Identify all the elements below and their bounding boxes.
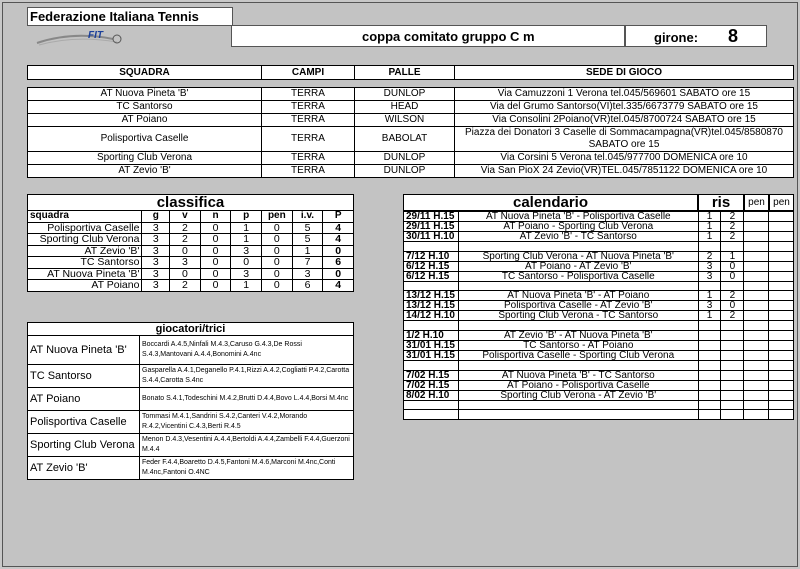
girone-label: girone: <box>654 30 699 45</box>
team-sede: Via Camuzzoni 1 Verona tel.045/569601 SABATO ore 15 <box>455 88 794 101</box>
classifica-cell: 0 <box>231 257 262 269</box>
players-list: Menon D.4.3,Vesentini A.4.4,Bertoldi A.4.4,Zambelli F.4.4,Guerzoni M.4.4 <box>140 434 354 457</box>
calendario-row <box>404 331 794 341</box>
players-team: AT Zevio 'B' <box>28 457 140 480</box>
classifica-cell: 0 <box>323 245 354 257</box>
team-campi: TERRA <box>262 165 355 178</box>
calendario-date <box>404 400 459 410</box>
calendario-ris-1: 1 <box>698 212 721 222</box>
calendario-date: 6/12 H.15 <box>404 261 459 271</box>
calendario-ris-2 <box>721 351 744 361</box>
classifica-cell: AT Poiano <box>28 280 142 292</box>
calendario-pen-1 <box>744 410 769 420</box>
classifica-cell: 1 <box>231 222 262 234</box>
classifica-cell: 0 <box>170 268 201 280</box>
calendario-pen-1 <box>744 351 769 361</box>
calendario-date: 13/12 H.15 <box>404 301 459 311</box>
players-team: AT Poiano <box>28 388 140 411</box>
calendario-row <box>404 271 794 281</box>
team-palle: WILSON <box>355 114 455 127</box>
team-palle: DUNLOP <box>355 152 455 165</box>
ris-title: ris <box>698 194 744 211</box>
calendario-row <box>404 341 794 351</box>
classifica-cell: 2 <box>170 222 201 234</box>
calendario-pen-1 <box>744 361 769 371</box>
calendario-ris-1 <box>698 321 721 331</box>
calendario-pen-2 <box>769 251 794 261</box>
federation-box <box>27 7 233 26</box>
team-squadra: AT Nuova Pineta 'B' <box>28 88 262 101</box>
classifica-cell: 4 <box>323 234 354 246</box>
calendario-date: 30/11 H.10 <box>404 232 459 242</box>
classifica-cell: 0 <box>200 245 231 257</box>
classifica-row <box>28 280 354 292</box>
calendario-pen-1 <box>744 390 769 400</box>
calendario-date: 1/2 H.10 <box>404 331 459 341</box>
team-row <box>28 101 794 114</box>
calendario-pen-1 <box>744 271 769 281</box>
classifica-cell: 3 <box>142 222 170 234</box>
team-palle: HEAD <box>355 101 455 114</box>
classifica-cell: 0 <box>262 257 293 269</box>
classifica-cell: TC Santorso <box>28 257 142 269</box>
classifica-cell: 0 <box>262 280 293 292</box>
calendario-row <box>404 390 794 400</box>
calendario-ris-2: 2 <box>721 232 744 242</box>
classifica-cell: 1 <box>231 234 262 246</box>
calendario-match: Polisportiva Caselle - Sporting Club Verona <box>458 351 698 361</box>
calendario-pen-1 <box>744 400 769 410</box>
calendario-ris-2 <box>721 390 744 400</box>
team-row <box>28 114 794 127</box>
classifica-cell: 1 <box>231 280 262 292</box>
calendario-ris-2 <box>721 242 744 252</box>
classifica-cell: 7 <box>292 257 323 269</box>
girone-value: 8 <box>728 26 739 46</box>
calendario-ris-2 <box>721 341 744 351</box>
team-row <box>28 88 794 101</box>
calendario-pen-2 <box>769 331 794 341</box>
calendario-ris-1 <box>698 390 721 400</box>
classifica-cell: 3 <box>170 257 201 269</box>
team-sede: Via Corsini 5 Verona tel.045/977700 DOMENICA ore 10 <box>455 152 794 165</box>
calendario-ris-1 <box>698 351 721 361</box>
calendario-pen-2 <box>769 410 794 420</box>
team-sede: Via Consolini 2Poiano(VR)tel.045/8700724 SABATO ore 15 <box>455 114 794 127</box>
players-row <box>28 336 354 365</box>
team-row <box>28 165 794 178</box>
calendario-match: AT Poiano - Sporting Club Verona <box>458 222 698 232</box>
classifica-cell: 0 <box>200 234 231 246</box>
classifica-cell: 0 <box>170 245 201 257</box>
team-sede: Piazza dei Donatori 3 Caselle di Sommacampagna(VR)tel.045/8580870 SABATO ore 15 <box>455 127 794 152</box>
calendario-ris-2 <box>721 410 744 420</box>
players-team: Sporting Club Verona <box>28 434 140 457</box>
players-table <box>27 335 354 480</box>
calendario-pen-2 <box>769 301 794 311</box>
calendario-match: TC Santorso - Polisportiva Caselle <box>458 271 698 281</box>
calendario-match: AT Nuova Pineta 'B' - Polisportiva Caselle <box>458 212 698 222</box>
team-campi: TERRA <box>262 152 355 165</box>
calendario-row <box>404 291 794 301</box>
players-row <box>28 434 354 457</box>
pen-title-2: pen <box>769 194 794 211</box>
calendario-date: 31/01 H.15 <box>404 351 459 361</box>
calendario-ris-1 <box>698 242 721 252</box>
team-campi: TERRA <box>262 101 355 114</box>
calendario-title: calendario <box>403 194 698 211</box>
calendario-date <box>404 410 459 420</box>
calendario-date: 6/12 H.15 <box>404 271 459 281</box>
players-row <box>28 365 354 388</box>
calendario-pen-2 <box>769 361 794 371</box>
players-row <box>28 411 354 434</box>
classifica-title: classifica <box>27 194 354 211</box>
classifica-cell: 4 <box>323 222 354 234</box>
calendario-pen-1 <box>744 301 769 311</box>
players-team: TC Santorso <box>28 365 140 388</box>
calendario-table <box>403 211 794 420</box>
calendario-date: 8/02 H.10 <box>404 390 459 400</box>
classifica-header-cell: i.v. <box>292 211 323 223</box>
players-list: Gasparella A.4.1,Deganello P.4.1,Rizzi A.4.2,Cogliatti P.4.2,Carotta S.4.4,Carotta S.4nc <box>140 365 354 388</box>
calendario-pen-1 <box>744 321 769 331</box>
calendario-pen-2 <box>769 341 794 351</box>
classifica-cell: 0 <box>200 222 231 234</box>
team-palle: DUNLOP <box>355 165 455 178</box>
classifica-row <box>28 257 354 269</box>
classifica-row <box>28 245 354 257</box>
calendario-date: 7/02 H.15 <box>404 370 459 380</box>
calendario-row <box>404 370 794 380</box>
calendario-date: 7/12 H.10 <box>404 251 459 261</box>
classifica-cell: 0 <box>200 280 231 292</box>
calendario-pen-1 <box>744 341 769 351</box>
calendario-pen-1 <box>744 311 769 321</box>
team-campi: TERRA <box>262 114 355 127</box>
calendario-pen-2 <box>769 370 794 380</box>
classifica-header-cell: n <box>200 211 231 223</box>
team-campi: TERRA <box>262 127 355 152</box>
classifica-cell: 5 <box>292 222 323 234</box>
calendario-pen-1 <box>744 281 769 291</box>
calendario-pen-2 <box>769 321 794 331</box>
calendario-pen-1 <box>744 212 769 222</box>
calendario-pen-2 <box>769 232 794 242</box>
calendario-pen-2 <box>769 291 794 301</box>
team-row <box>28 127 794 152</box>
calendario-match <box>458 400 698 410</box>
classifica-cell: 3 <box>292 268 323 280</box>
calendario-row <box>404 380 794 390</box>
classifica-cell: 0 <box>262 268 293 280</box>
calendario-date: 29/11 H.15 <box>404 212 459 222</box>
team-palle: BABOLAT <box>355 127 455 152</box>
calendario-date: 7/02 H.15 <box>404 380 459 390</box>
classifica-header-cell: v <box>170 211 201 223</box>
calendario-row <box>404 400 794 410</box>
calendario-ris-2: 0 <box>721 261 744 271</box>
calendario-ris-2 <box>721 321 744 331</box>
calendario-row <box>404 410 794 420</box>
calendario-match <box>458 242 698 252</box>
calendario-match: AT Nuova Pineta 'B' - AT Poiano <box>458 291 698 301</box>
calendario-match: AT Nuova Pineta 'B' - TC Santorso <box>458 370 698 380</box>
calendario-row <box>404 242 794 252</box>
header-campi: CAMPI <box>262 66 355 80</box>
calendario-ris-1: 1 <box>698 232 721 242</box>
calendario-date: 14/12 H.10 <box>404 311 459 321</box>
team-squadra: AT Zevio 'B' <box>28 165 262 178</box>
calendario-ris-2 <box>721 331 744 341</box>
calendario-pen-2 <box>769 261 794 271</box>
calendario-ris-1 <box>698 341 721 351</box>
calendario-pen-2 <box>769 390 794 400</box>
calendario-date <box>404 242 459 252</box>
classifica-cell: 4 <box>323 280 354 292</box>
classifica-cell: Sporting Club Verona <box>28 234 142 246</box>
calendario-row <box>404 222 794 232</box>
classifica-cell: 0 <box>323 268 354 280</box>
calendario-ris-2: 2 <box>721 311 744 321</box>
players-title: giocatori/trici <box>27 322 354 336</box>
classifica-cell: 3 <box>142 234 170 246</box>
calendario-match: AT Poiano - AT Zevio 'B' <box>458 261 698 271</box>
calendario-pen-1 <box>744 370 769 380</box>
calendario-ris-1: 2 <box>698 251 721 261</box>
team-sede: Via del Grumo Santorso(VI)tel.335/6673779 SABATO ore 15 <box>455 101 794 114</box>
calendario-row <box>404 351 794 361</box>
classifica-row <box>28 234 354 246</box>
calendario-pen-2 <box>769 351 794 361</box>
calendario-date <box>404 361 459 371</box>
calendario-ris-1: 1 <box>698 311 721 321</box>
calendario-ris-2: 2 <box>721 212 744 222</box>
calendario-match: Sporting Club Verona - AT Nuova Pineta 'B' <box>458 251 698 261</box>
calendario-ris-1: 1 <box>698 291 721 301</box>
calendario-match: AT Zevio 'B' - AT Nuova Pineta 'B' <box>458 331 698 341</box>
team-squadra: TC Santorso <box>28 101 262 114</box>
calendario-pen-2 <box>769 271 794 281</box>
calendario-pen-2 <box>769 222 794 232</box>
calendario-ris-2: 2 <box>721 291 744 301</box>
calendario-ris-2 <box>721 400 744 410</box>
players-row <box>28 457 354 480</box>
calendario-pen-2 <box>769 212 794 222</box>
classifica-cell: 3 <box>142 280 170 292</box>
calendario-ris-1: 3 <box>698 261 721 271</box>
team-sede: Via San PioX 24 Zevio(VR)TEL.045/7851122 DOMENICA ore 10 <box>455 165 794 178</box>
calendario-ris-2: 0 <box>721 301 744 311</box>
fit-logo <box>33 27 128 47</box>
classifica-cell: 5 <box>292 234 323 246</box>
players-list: Bonato S.4.1,Todeschini M.4.2,Brutti D.4.4,Bovo L.4.4,Borsi M.4nc <box>140 388 354 411</box>
classifica-cell: 3 <box>142 257 170 269</box>
teams-table <box>27 87 794 178</box>
team-palle: DUNLOP <box>355 88 455 101</box>
classifica-cell: 0 <box>262 234 293 246</box>
calendario-pen-2 <box>769 380 794 390</box>
calendario-ris-1 <box>698 361 721 371</box>
classifica-cell: Polisportiva Caselle <box>28 222 142 234</box>
calendario-ris-1 <box>698 380 721 390</box>
calendario-row <box>404 311 794 321</box>
calendario-match: AT Poiano - Polisportiva Caselle <box>458 380 698 390</box>
calendario-match: TC Santorso - AT Poiano <box>458 341 698 351</box>
classifica-header-row <box>28 211 354 223</box>
calendario-row <box>404 232 794 242</box>
girone-box <box>625 25 767 47</box>
calendario-ris-2 <box>721 380 744 390</box>
calendario-pen-1 <box>744 242 769 252</box>
calendario-match: AT Zevio 'B' - TC Santorso <box>458 232 698 242</box>
classifica-cell: 2 <box>170 280 201 292</box>
calendario-ris-2: 1 <box>721 251 744 261</box>
players-team: AT Nuova Pineta 'B' <box>28 336 140 365</box>
title-box <box>231 25 625 47</box>
calendario-pen-2 <box>769 281 794 291</box>
team-campi: TERRA <box>262 88 355 101</box>
header-squadra: SQUADRA <box>28 66 262 80</box>
players-list: Feder F.4.4,Boaretto D.4.5,Fantoni M.4.6,Marconi M.4nc,Conti M.4nc,Fantoni O.4NC <box>140 457 354 480</box>
calendario-pen-2 <box>769 311 794 321</box>
calendario-row <box>404 301 794 311</box>
players-row <box>28 388 354 411</box>
calendario-ris-2 <box>721 370 744 380</box>
calendario-ris-1 <box>698 331 721 341</box>
classifica-cell: 3 <box>231 268 262 280</box>
calendario-ris-2 <box>721 361 744 371</box>
classifica-cell: 3 <box>142 268 170 280</box>
classifica-cell: 6 <box>292 280 323 292</box>
classifica-cell: 0 <box>200 268 231 280</box>
calendario-ris-1: 3 <box>698 301 721 311</box>
calendario-ris-1 <box>698 400 721 410</box>
team-squadra: AT Poiano <box>28 114 262 127</box>
calendario-pen-2 <box>769 242 794 252</box>
federation-title: Federazione Italiana Tennis <box>30 9 199 24</box>
pen-title-1: pen <box>744 194 769 211</box>
calendario-row <box>404 212 794 222</box>
calendario-row <box>404 361 794 371</box>
classifica-cell: AT Zevio 'B' <box>28 245 142 257</box>
classifica-cell: 1 <box>292 245 323 257</box>
classifica-header-cell: P <box>323 211 354 223</box>
classifica-row <box>28 268 354 280</box>
calendario-date: 31/01 H.15 <box>404 341 459 351</box>
calendario-match: Polisportiva Caselle - AT Zevio 'B' <box>458 301 698 311</box>
calendario-row <box>404 261 794 271</box>
calendario-pen-1 <box>744 261 769 271</box>
calendario-pen-1 <box>744 291 769 301</box>
calendario-pen-1 <box>744 380 769 390</box>
calendario-ris-2: 0 <box>721 271 744 281</box>
logo-text: FIT <box>88 30 103 41</box>
teams-header <box>27 65 794 80</box>
calendario-pen-1 <box>744 331 769 341</box>
classifica-cell: 3 <box>231 245 262 257</box>
team-row <box>28 152 794 165</box>
calendario-match: Sporting Club Verona - TC Santorso <box>458 311 698 321</box>
header-palle: PALLE <box>355 66 455 80</box>
calendario-ris-1 <box>698 410 721 420</box>
classifica-cell: 3 <box>142 245 170 257</box>
calendario-match <box>458 361 698 371</box>
classifica-cell: 0 <box>262 245 293 257</box>
classifica-header-cell: g <box>142 211 170 223</box>
calendario-ris-2: 2 <box>721 222 744 232</box>
calendario-date: 29/11 H.15 <box>404 222 459 232</box>
header-sede: SEDE DI GIOCO <box>455 66 794 80</box>
calendario-ris-1 <box>698 370 721 380</box>
classifica-header-cell: squadra <box>28 211 142 223</box>
calendario-ris-1: 3 <box>698 271 721 281</box>
team-squadra: Polisportiva Caselle <box>28 127 262 152</box>
classifica-header-cell: p <box>231 211 262 223</box>
classifica-header-cell: pen <box>262 211 293 223</box>
calendario-row <box>404 251 794 261</box>
team-squadra: Sporting Club Verona <box>28 152 262 165</box>
classifica-cell: 0 <box>262 222 293 234</box>
players-team: Polisportiva Caselle <box>28 411 140 434</box>
calendario-match <box>458 410 698 420</box>
classifica-table <box>27 210 354 292</box>
page-title: coppa comitato gruppo C m <box>362 29 535 44</box>
calendario-pen-1 <box>744 251 769 261</box>
calendario-ris-1: 1 <box>698 222 721 232</box>
classifica-row <box>28 222 354 234</box>
classifica-cell: 0 <box>200 257 231 269</box>
classifica-cell: 6 <box>323 257 354 269</box>
players-list: Boccardi A.4.5,Ninfali M.4.3,Caruso G.4.3,De Rossi S.4.3,Mantovani A.4.4,Bonomini A.4nc <box>140 336 354 365</box>
calendario-pen-1 <box>744 232 769 242</box>
calendario-pen-2 <box>769 400 794 410</box>
classifica-cell: AT Nuova Pineta 'B' <box>28 268 142 280</box>
players-list: Tommasi M.4.1,Sandrini S.4.2,Canteri V.4.2,Morando R.4.2,Vicentini C.4.3,Berti R.4.5 <box>140 411 354 434</box>
classifica-cell: 2 <box>170 234 201 246</box>
calendario-pen-1 <box>744 222 769 232</box>
sheet-frame <box>2 2 798 567</box>
calendario-match: Sporting Club Verona - AT Zevio 'B' <box>458 390 698 400</box>
calendario-date: 13/12 H.15 <box>404 291 459 301</box>
